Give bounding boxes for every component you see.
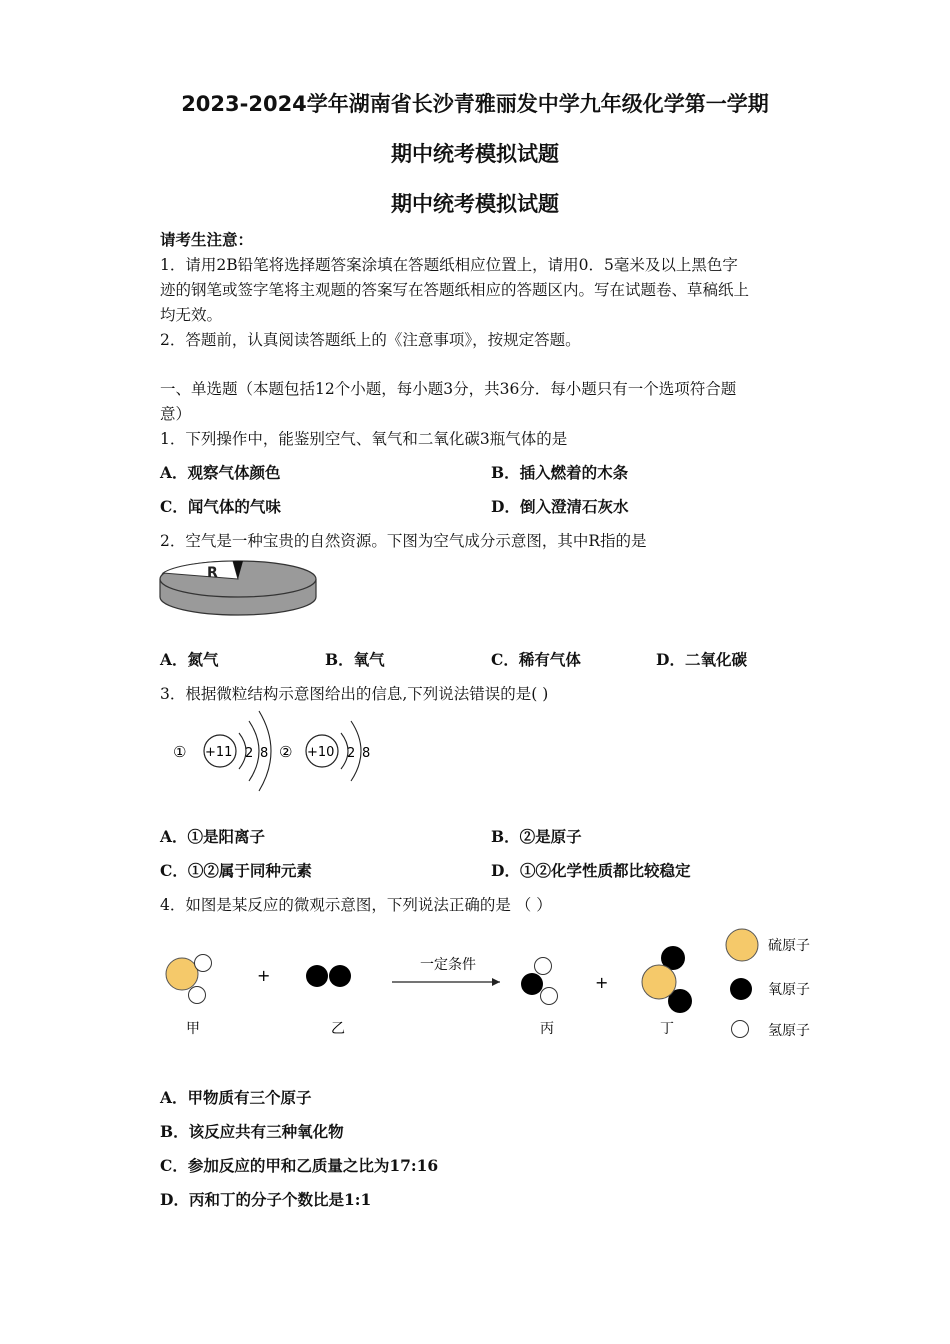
notice-item-1-line-3: 均无效。 <box>160 306 223 324</box>
page-title: 2023-2024学年湖南省长沙青雅丽发中学九年级化学第一学期 <box>181 92 769 116</box>
page-subtitle-repeat: 期中统考模拟试题 <box>391 192 559 216</box>
q1-option-c: C．闻气体的气味 <box>160 497 281 516</box>
section-heading-line-2: 意） <box>160 405 192 423</box>
plus-sign-2: + <box>595 973 609 992</box>
q4-option-b: B．该反应共有三种氧化物 <box>160 1122 344 1141</box>
q3-option-a: A．①是阳离子 <box>160 827 266 846</box>
label-jia: 甲 <box>186 1021 200 1037</box>
notice-item-1-line-1: 1．请用2B铅笔将选择题答案涂填在答题纸相应位置上，请用0．5毫米及以上黑色字 <box>160 256 738 274</box>
particle-2-shell-2-electrons: 8 <box>362 746 371 761</box>
particle-1-shell-1-electrons: 2 <box>245 746 254 761</box>
q3-option-b: B．②是原子 <box>491 827 582 846</box>
notice-item-1-line-2: 迹的钢笔或签字笔将主观题的答案写在答题纸相应的答题区内。写在试题卷、草稿纸上 <box>160 281 750 299</box>
yi-oxygen-atom-2 <box>329 965 351 987</box>
particle-1-nucleus-charge: +11 <box>205 745 233 760</box>
reaction-arrow-head <box>492 978 500 986</box>
section-heading-line-1: 一、单选题（本题包括12个小题，每小题3分，共36分．每小题只有一个选项符合题 <box>160 380 737 398</box>
q2-option-a: A．氮气 <box>160 650 219 669</box>
legend-oxygen-atom <box>730 978 752 1000</box>
legend-sulfur-label: 硫原子 <box>768 938 810 954</box>
bing-hydrogen-atom-2 <box>541 988 558 1005</box>
label-yi: 乙 <box>331 1021 345 1037</box>
q1-option-d: D．倒入澄清石灰水 <box>491 497 629 516</box>
particle-1-shell-2-electrons: 8 <box>260 746 269 761</box>
jia-hydrogen-atom-2 <box>189 987 206 1004</box>
legend-sulfur-atom <box>726 929 758 961</box>
q4-option-c: C．参加反应的甲和乙质量之比为17:16 <box>160 1156 439 1175</box>
particle-2-label: ② <box>279 743 293 761</box>
notice-heading: 请考生注意： <box>160 230 254 249</box>
notice-item-2: 2．答题前，认真阅读答题纸上的《注意事项》，按规定答题。 <box>160 331 581 349</box>
q4-stem: 4．如图是某反应的微观示意图，下列说法正确的是 （ ） <box>160 896 552 914</box>
reaction-condition: 一定条件 <box>420 957 476 973</box>
particle-1-label: ① <box>173 743 187 761</box>
reaction-micro-diagram <box>155 925 835 1050</box>
q2-option-d: D．二氧化碳 <box>656 650 747 669</box>
pie-label-r: R <box>207 565 218 581</box>
q3-option-d: D．①②化学性质都比较稳定 <box>491 861 691 880</box>
q4-option-a: A．甲物质有三个原子 <box>160 1088 312 1107</box>
ding-sulfur-atom <box>642 965 676 999</box>
bing-oxygen-atom <box>521 973 543 995</box>
q1-stem: 1．下列操作中，能鉴别空气、氧气和二氧化碳3瓶气体的是 <box>160 430 568 448</box>
particle-2-nucleus-charge: +10 <box>307 745 335 760</box>
q1-option-b: B．插入燃着的木条 <box>491 463 629 482</box>
page-subtitle: 期中统考模拟试题 <box>391 142 559 166</box>
q2-option-c: C．稀有气体 <box>491 650 581 669</box>
particle-structure-diagram <box>165 705 385 805</box>
particle-2-shell-1-electrons: 2 <box>347 746 356 761</box>
q2-option-b: B．氧气 <box>325 650 385 669</box>
label-bing: 丙 <box>540 1021 554 1037</box>
air-composition-pie-chart <box>155 555 325 623</box>
legend-oxygen-label: 氧原子 <box>768 982 810 998</box>
q3-option-c: C．①②属于同种元素 <box>160 861 312 880</box>
plus-sign-1: + <box>257 966 271 985</box>
q4-option-d: D．丙和丁的分子个数比是1:1 <box>160 1190 372 1209</box>
label-ding: 丁 <box>660 1021 674 1037</box>
q1-option-a: A．观察气体颜色 <box>160 463 281 482</box>
q2-stem: 2．空气是一种宝贵的自然资源。下图为空气成分示意图，其中R指的是 <box>160 532 647 550</box>
yi-oxygen-atom-1 <box>306 965 328 987</box>
bing-hydrogen-atom-1 <box>535 958 552 975</box>
jia-hydrogen-atom-1 <box>195 955 212 972</box>
legend-hydrogen-atom <box>732 1021 749 1038</box>
legend-hydrogen-label: 氢原子 <box>768 1023 810 1039</box>
jia-sulfur-atom <box>166 958 198 990</box>
q3-stem: 3．根据微粒结构示意图给出的信息,下列说法错误的是( ) <box>160 685 549 703</box>
